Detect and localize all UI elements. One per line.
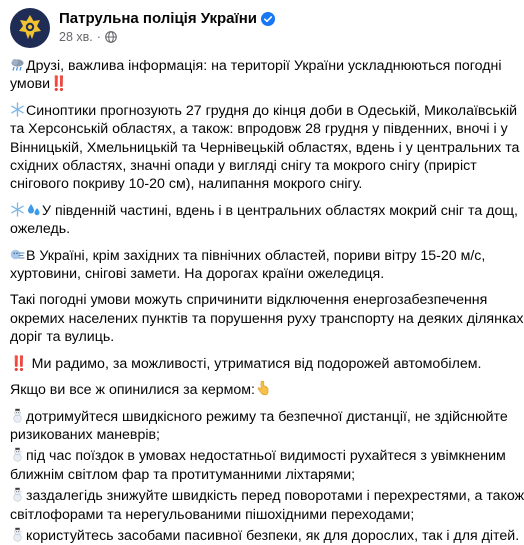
advice-line-1: Ми радимо, за можливості, утриматися від подорожей автомобілем. bbox=[31, 355, 482, 372]
intro-line-1: Друзі, важлива інформація: на території України ускладнюються погодні bbox=[26, 58, 502, 74]
post-subline bbox=[59, 30, 275, 44]
tip-item: під час поїздок в умовах недостатньої видимості рухайтеся з увімкненим bbox=[10, 447, 451, 465]
forecast-line-4: східних областях, значні опади у вигляді снігу та мокрого снігу (приріст bbox=[10, 158, 477, 175]
paragraph-consequences bbox=[10, 291, 524, 346]
paragraph-advice bbox=[10, 355, 482, 373]
verified-badge-icon bbox=[261, 12, 275, 26]
pointing-down-hand-icon bbox=[255, 381, 270, 396]
snowman-icon bbox=[10, 447, 25, 462]
separator-dot: · bbox=[96, 30, 101, 44]
paragraph-wind bbox=[10, 247, 486, 284]
author-name[interactable]: Патрульна поліція України bbox=[59, 10, 258, 27]
droplets-icon bbox=[26, 202, 41, 217]
snowman-icon bbox=[10, 527, 25, 542]
tip-item: користуйтесь засобами пасивної безпеки, як для дорослих, так і для дітей. bbox=[10, 527, 451, 545]
post-meta bbox=[59, 8, 275, 44]
double-exclamation-icon: ‼️ bbox=[10, 355, 28, 372]
south-line-2: ожеледь. bbox=[10, 221, 71, 238]
snowman-icon bbox=[10, 487, 25, 502]
police-badge-icon bbox=[10, 8, 50, 48]
forecast-line-3: Вінницькій, Хмельницькій та Чернівецькій областях, вдень і у центральних та bbox=[10, 139, 520, 156]
paragraph-intro bbox=[10, 57, 502, 94]
post-header bbox=[10, 8, 451, 48]
forecast-line-1: Синоптики прогнозують 27 грудня до кінця доби в Одеській, Миколаївській bbox=[26, 102, 518, 119]
tip-item: дотримуйтеся швидкісного режиму та безпечної дистанції, не здійснюйте bbox=[10, 408, 451, 426]
forecast-line-2: та Херсонській областях, а також: впродовж 28 грудня у південних, вночі і у bbox=[10, 121, 508, 138]
wind-line-1: В Україні, крім західних та північних областей, пориви вітру 15-20 м/с, bbox=[26, 247, 486, 264]
author-row bbox=[59, 10, 275, 27]
double-exclamation-icon: ‼️ bbox=[50, 76, 68, 93]
post-time[interactable]: 28 хв. bbox=[59, 30, 93, 44]
snowman-icon bbox=[10, 408, 25, 423]
tip-item: заздалегідь знижуйте швидкість перед поворотами і перехрестями, а також bbox=[10, 487, 451, 505]
wind-face-icon bbox=[10, 247, 25, 262]
paragraph-forecast bbox=[10, 102, 520, 194]
tips-intro: Якщо ви все ж опинилися за кермом: bbox=[10, 382, 255, 399]
snowflake-icon bbox=[10, 202, 25, 217]
post-content bbox=[10, 57, 524, 545]
consequences-line-3: доріг та вулиць. bbox=[10, 329, 115, 346]
forecast-line-5: снігового покриву 10-20 см), налипання мокрого снігу. bbox=[10, 176, 363, 193]
snowflake-icon bbox=[10, 102, 25, 117]
consequences-line-2: окремих населених пунктів та порушення руху транспорту на деяких ділянках bbox=[10, 310, 524, 327]
wind-line-2: хуртовини, снігові замети. На дорогах країни ожеледиця. bbox=[10, 266, 385, 283]
cloud-rain-icon bbox=[10, 57, 25, 72]
globe-icon[interactable] bbox=[105, 31, 117, 43]
paragraph-south bbox=[10, 202, 518, 239]
avatar[interactable] bbox=[10, 8, 50, 48]
paragraph-tips: Якщо ви все ж опинилися за кермом: дотримуйтеся швидкісного режиму та безпечної дистанції, не здійснюйте ризикованих маневрів; під час поїздок в умовах недостатньої видимості рухайтеся з увімкненим ближнім світлом фар та протитуманними ліхтарями; заздалегідь знижуйте швидкість перед поворотами і перехрестями, а також світлофорами та нерегульованими пішохідними переходами; користуйтесь засобами пасивної безпеки, як для дорослих, так і для дітей. bbox=[10, 382, 524, 544]
consequences-line-1: Такі погодні умови можуть спричинити відключення енергозабезпечення bbox=[10, 292, 488, 309]
intro-line-2: умови bbox=[10, 76, 51, 93]
south-line-1: У південній частині, вдень і в центральних областях мокрий сніг та дощ, bbox=[42, 202, 518, 219]
